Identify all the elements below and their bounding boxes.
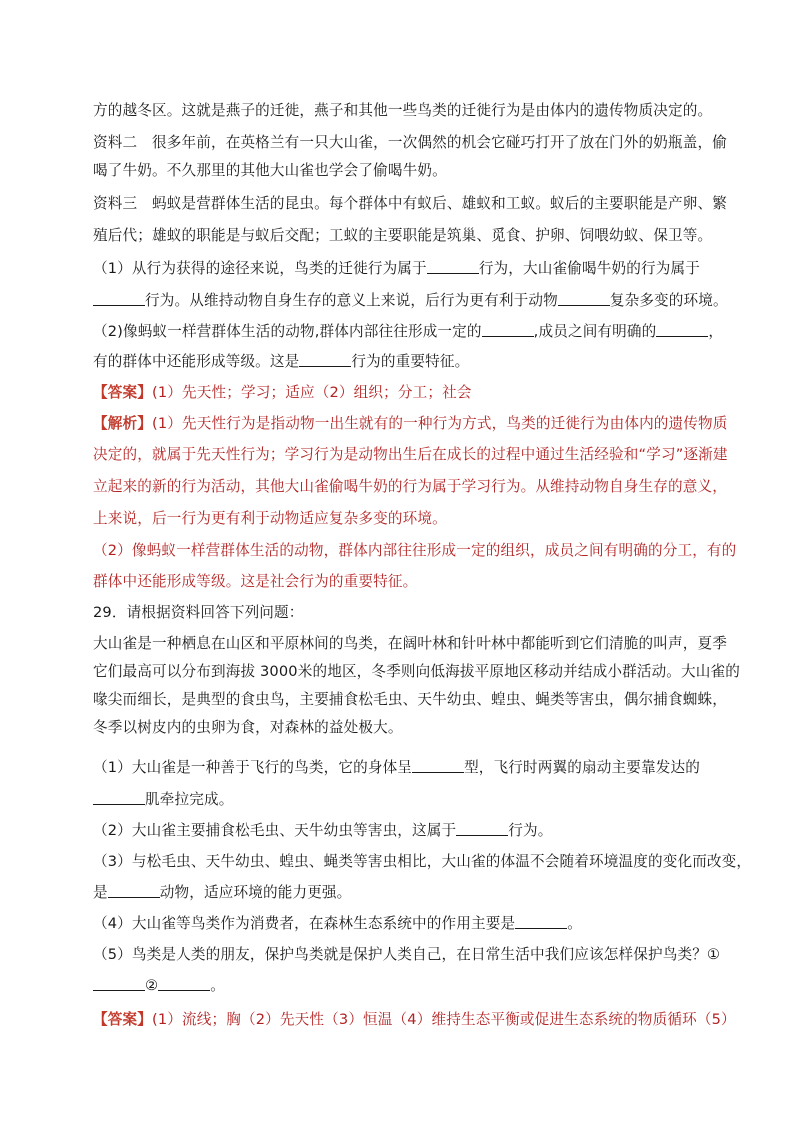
- material-three-line-1: 资料三 蚂蚁是营群体生活的昆虫。每个群体中有蚁后、雄蚁和工蚁。蚁后的主要职能是产卵、繁: [93, 195, 727, 212]
- answer-blank: [427, 259, 479, 274]
- s1-text-c: 肌牵拉完成。: [145, 791, 234, 808]
- q2-text-d: 有的群体中还能形成等级。这是: [93, 353, 300, 370]
- q2-text-b: ,成员之间有明确的: [533, 323, 657, 340]
- s1-text-a: （1）大山雀是一种善于飞行的鸟类，它的身体呈: [93, 759, 413, 776]
- passage-line-4: 冬季以树皮内的虫卵为食，对森林的益处极大。: [93, 719, 403, 736]
- sub-question-3-line-1: （3）与松毛虫、天牛幼虫、蝗虫、蝇类等害虫相比，大山雀的体温不会随着环境温度的变化而改变，: [93, 853, 752, 870]
- sub-question-5-line-2: [93, 976, 713, 996]
- passage-line-2: 它们最高可以分布到海拔 3000米的地区，冬季则向低海拔平原地区移动并结成小群活动。大山雀的: [93, 663, 741, 680]
- question-1-line-2: [93, 291, 728, 311]
- s5-text-c: 。: [210, 977, 225, 994]
- s1-text-b: 型，飞行时两翼的扇动主要靠发达的: [464, 759, 700, 776]
- answer-blank: [299, 352, 351, 367]
- passage-line-3: 喙尖而细长，是典型的食虫鸟，主要捕食松毛虫、天牛幼虫、蝗虫、蝇类等害虫，偶尔捕食蜘蛛，: [93, 691, 727, 708]
- s3-text-c: 动物，适应环境的能力更强。: [159, 884, 352, 901]
- question-29-heading: 29．请根据资料回答下列问题：: [93, 604, 304, 621]
- q2-text-e: 行为的重要特征。: [351, 353, 470, 370]
- answer-blank: [93, 976, 145, 991]
- question-2-line-1: [93, 322, 724, 342]
- answer-blank: [412, 758, 464, 773]
- material-two-line-1: 资料二 很多年前，在英格兰有一只大山雀，一次偶然的机会它碰巧打开了放在门外的奶瓶盖，偷: [93, 134, 727, 151]
- answer-blank: [93, 291, 145, 306]
- sub-question-3-line-2: [93, 883, 713, 903]
- material-three-line-2: 殖后代；雄蚁的职能是与蚁后交配；工蚁的主要职能是筑巢、觅食、护卵、饲喂幼蚁、保卫等。: [93, 227, 713, 244]
- sub-question-4: [93, 914, 713, 934]
- question-2-line-2: [93, 352, 713, 372]
- explanation-line-1: [93, 414, 728, 434]
- answer-28: [93, 383, 713, 403]
- q1-text-d: 复杂多变的环境。: [609, 292, 728, 309]
- answer-blank: [558, 291, 610, 306]
- sub-question-1-line-2: [93, 790, 713, 810]
- passage-line-1: 大山雀是一种栖息在山区和平原林间的鸟类，在阔叶林和针叶林中都能听到它们清脆的叫声，夏季: [93, 635, 727, 652]
- s2-text-b: 行为。: [508, 822, 553, 839]
- q1-text-c: 行为。从维持动物自身生存的意义上来说，后行为更有利于动物: [145, 292, 558, 309]
- answer-text: (1）流线；胸（2）先天性（3）恒温（4）维持生态平衡或促进生态系统的物质循环（5）: [151, 1011, 736, 1028]
- s5-text-b: ②: [145, 977, 159, 994]
- sub-question-2: [93, 821, 713, 841]
- q2-text-a: （2)像蚂蚁一样营群体生活的动物,群体内部往往形成一定的: [93, 323, 482, 340]
- s4-text-b: 。: [567, 915, 583, 932]
- s3-text-b: 是: [93, 884, 108, 901]
- sub-question-5-line-1: （5）鸟类是人类的朋友，保护鸟类就是保护人类自己，在日常生活中我们应该怎样保护鸟类？①: [93, 946, 721, 963]
- sub-question-1-line-1: [93, 758, 713, 778]
- question-1-line-1: [93, 259, 713, 279]
- answer-blank: [482, 322, 534, 337]
- answer-29: [93, 1010, 736, 1030]
- explanation-line-5: （2）像蚂蚁一样营群体生活的动物，群体内部往往形成一定的组织，成员之间有明确的分工，有的: [93, 542, 737, 559]
- q2-text-c: ，: [708, 323, 724, 340]
- answer-blank: [656, 322, 708, 337]
- material-two-line-2: 喝了牛奶。不久那里的其他大山雀也学会了偷喝牛奶。: [93, 162, 447, 179]
- s2-text-a: （2）大山雀主要捕食松毛虫、天牛幼虫等害虫，这属于: [93, 822, 457, 839]
- s4-text-a: （4）大山雀等鸟类作为消费者，在森林生态系统中的作用主要是: [93, 915, 516, 932]
- answer-blank: [515, 914, 567, 929]
- answer-blank: [158, 976, 210, 991]
- material-one-end: 方的越冬区。这就是燕子的迁徙，燕子和其他一些鸟类的迁徙行为是由体内的遗传物质决定的。: [93, 102, 713, 119]
- explanation-line-4: 上来说，后一行为更有利于动物适应复杂多变的环境。: [93, 510, 447, 527]
- q1-text-b: 行为，大山雀偷喝牛奶的行为属于: [478, 260, 700, 277]
- explanation-line-2: 决定的，就属于先天性行为；学习行为是动物出生后在成长的过程中通过生活经验和“学习”逐渐建: [93, 446, 728, 463]
- answer-blank: [108, 883, 160, 898]
- answer-tag: 【答案】: [93, 1011, 152, 1028]
- answer-blank: [456, 821, 508, 836]
- explanation-tag: 【解析】: [93, 415, 152, 432]
- answer-blank: [93, 790, 145, 805]
- q1-text-a: （1）从行为获得的途径来说，鸟类的迁徙行为属于: [93, 260, 427, 277]
- answer-text: (1）先天性；学习；适应（2）组织；分工；社会: [151, 384, 472, 401]
- explanation-line-6: 群体中还能形成等级。这是社会行为的重要特征。: [93, 573, 418, 590]
- explanation-text: (1）先天性行为是指动物一出生就有的一种行为方式，鸟类的迁徙行为由体内的遗传物质: [151, 415, 728, 432]
- explanation-line-3: 立起来的新的行为活动，其他大山雀偷喝牛奶的行为属于学习行为。从维持动物自身生存的意义，: [93, 478, 727, 495]
- answer-tag: 【答案】: [93, 384, 152, 401]
